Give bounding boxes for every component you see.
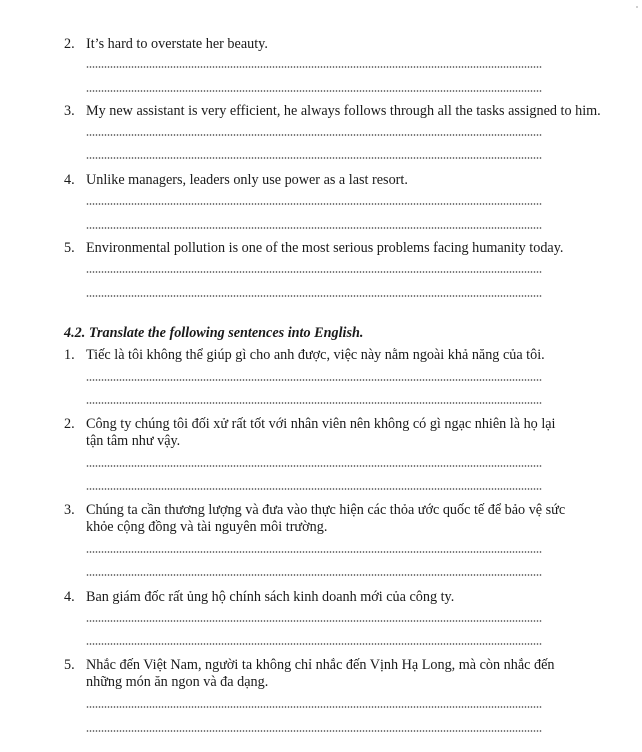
item-number: 3. — [64, 502, 75, 518]
answer-line[interactable] — [86, 66, 542, 68]
answer-line[interactable] — [86, 90, 542, 92]
item-number: 2. — [64, 36, 75, 52]
answer-line[interactable] — [86, 551, 542, 553]
answer-line[interactable] — [86, 402, 542, 404]
sentence-text: Chúng ta cần thương lượng và đưa vào thực hiện các thỏa ước quốc tế để bảo vệ sức — [86, 502, 566, 518]
answer-line[interactable] — [86, 574, 542, 576]
sentence-text: My new assistant is very efficient, he always follows through all the tasks assigned to him. — [86, 103, 601, 119]
scan-speck — [636, 6, 638, 8]
sentence-text-continued: những món ăn ngon và đa dạng. — [86, 674, 269, 690]
sentence-text-continued: tận tâm như vậy. — [86, 433, 181, 449]
sentence-text: Nhắc đến Việt Nam, người ta không chỉ nhắc đến Vịnh Hạ Long, mà còn nhắc đến — [86, 657, 555, 673]
answer-line[interactable] — [86, 227, 542, 229]
answer-line[interactable] — [86, 134, 542, 136]
answer-line[interactable] — [86, 465, 542, 467]
item-number: 5. — [64, 240, 75, 256]
answer-line[interactable] — [86, 157, 542, 159]
answer-line[interactable] — [86, 295, 542, 297]
item-number: 4. — [64, 172, 75, 188]
answer-line[interactable] — [86, 379, 542, 381]
item-number: 4. — [64, 589, 75, 605]
sentence-text: Ban giám đốc rất ủng hộ chính sách kinh doanh mới của công ty. — [86, 589, 455, 605]
sentence-text-continued: khỏe cộng đồng và tài nguyên môi trường. — [86, 519, 328, 535]
answer-line[interactable] — [86, 271, 542, 273]
sentence-text: Unlike managers, leaders only use power as a last resort. — [86, 172, 408, 188]
section-heading: 4.2. Translate the following sentences into English. — [64, 325, 364, 341]
answer-line[interactable] — [86, 706, 542, 708]
answer-line[interactable] — [86, 203, 542, 205]
sentence-text: Environmental pollution is one of the most serious problems facing humanity today. — [86, 240, 564, 256]
item-number: 3. — [64, 103, 75, 119]
item-number: 1. — [64, 347, 75, 363]
sentence-text: It’s hard to overstate her beauty. — [86, 36, 268, 52]
answer-line[interactable] — [86, 730, 542, 732]
sentence-text: Công ty chúng tôi đối xử rất tốt với nhân viên nên không có gì ngạc nhiên là họ lại — [86, 416, 556, 432]
answer-line[interactable] — [86, 643, 542, 645]
answer-line[interactable] — [86, 488, 542, 490]
sentence-text: Tiếc là tôi không thể giúp gì cho anh được, việc này nằm ngoài khả năng của tôi. — [86, 347, 545, 363]
item-number: 2. — [64, 416, 75, 432]
answer-line[interactable] — [86, 620, 542, 622]
item-number: 5. — [64, 657, 75, 673]
